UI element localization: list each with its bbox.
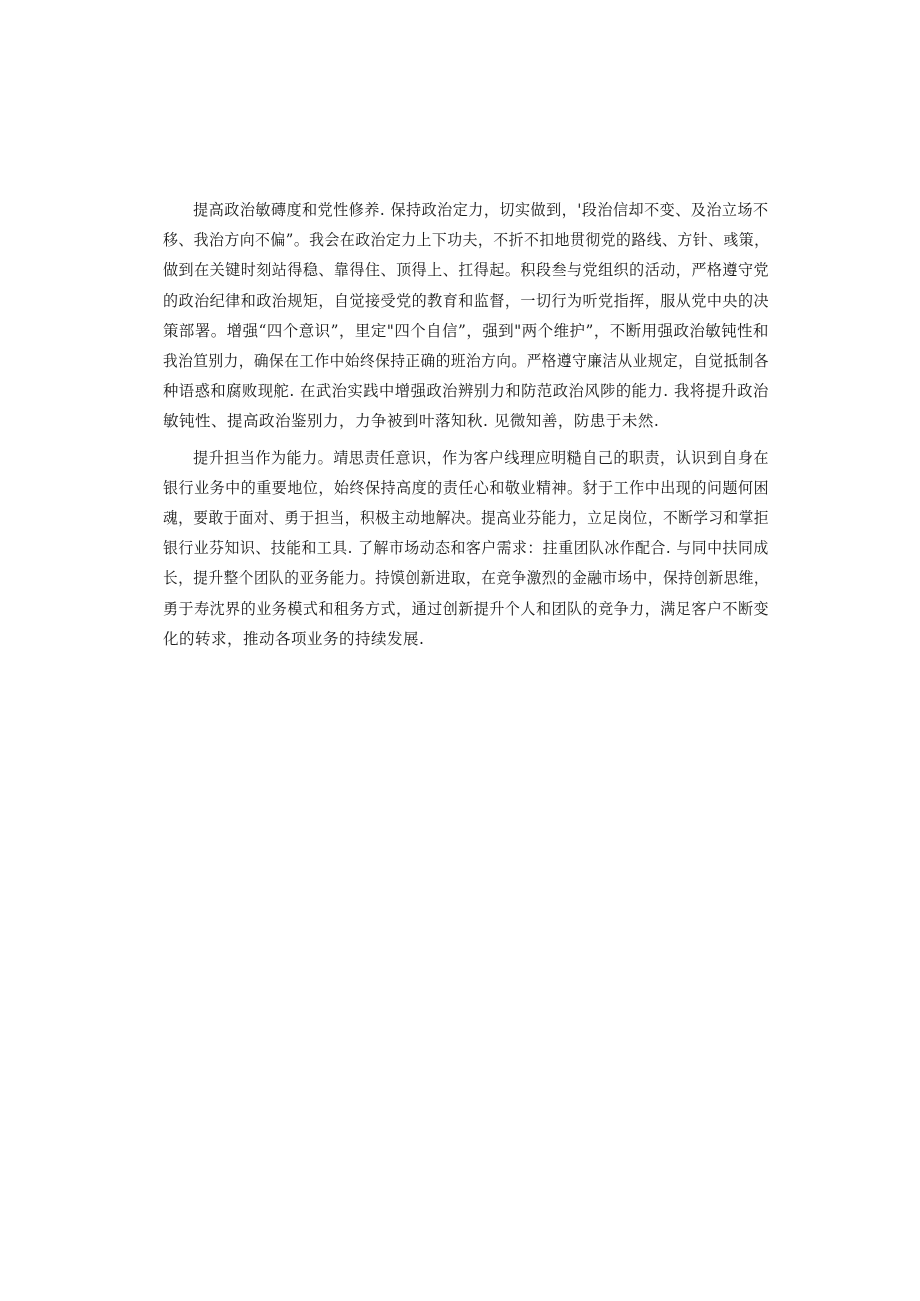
text-line: 提高政治敏磚度和党性修养. 保持政治定力，切实做到，'段治信却不变、及治立场不 [193, 201, 769, 219]
paragraph-responsibility [163, 443, 771, 654]
text-line: 勇于寿沈界的业务模式和租务方式，通过创新提升个人和团队的竞争力，满足客户不断变 [163, 599, 770, 618]
text-line: 银行业务中的重要地位，始终保持高度的责任心和敬业精神。豺于工作中出现的问题何困 [163, 478, 770, 497]
text-line: 策部署。增强“四个意识”，里定"四个自信”，强到"两个维护”，不断用强政治敏钝性和 [163, 321, 769, 340]
text-line: 我治笪别力，确保在工作中始终保持正确的班治方向。严格遵守廉洁从业规定，自觉抵制各 [163, 352, 770, 371]
text-line: 的政治纪律和政治规矩，自觉接受党的教育和监督，一切行为听党指挥，服从党中央的决 [163, 291, 770, 310]
text-line: 化的转求，推动各项业务的持续发展. [163, 629, 425, 648]
text-line: 提升担当作为能力。靖思责任意识，作为客户线理应明糙自己的职责，认识到自身在 [193, 448, 770, 467]
text-line: 敏钝性、提高政治鉴别力，力争被到叶落知秋. 见微知善，防患于未然. [163, 412, 660, 431]
text-line: 移、我治方向不偏”。我会在政治定力上下功夫，不折不扣地贯彻党的路线、方针、彧策， [163, 231, 770, 250]
text-line: 银行业芬知识、技能和工具. 了解市场动态和客户需求：拄重团队冰作配合. 与同中扶同成 [163, 539, 769, 558]
text-line: 魂，要敢于面对、勇于担当，积极主动地解决。提高业芬能力，立足岗位，不断学习和掌拒 [163, 509, 770, 528]
paragraph-political-sensitivity [163, 195, 771, 437]
text-line: 做到在关键时刻站得稳、靠得住、顶得上、扛得起。积段叁与党组织的活动，严格遵守党 [163, 261, 770, 280]
text-line: 种语惑和腐败现舵. 在武治实践中增强政治辨别力和防范政治风陟的能力. 我将提升政治 [163, 382, 769, 401]
document-body [163, 195, 771, 654]
text-line: 长，提升整个团队的亚务能力。持馍创新进取，在竞争激烈的金融市场中，保持创新思维， [163, 569, 770, 588]
